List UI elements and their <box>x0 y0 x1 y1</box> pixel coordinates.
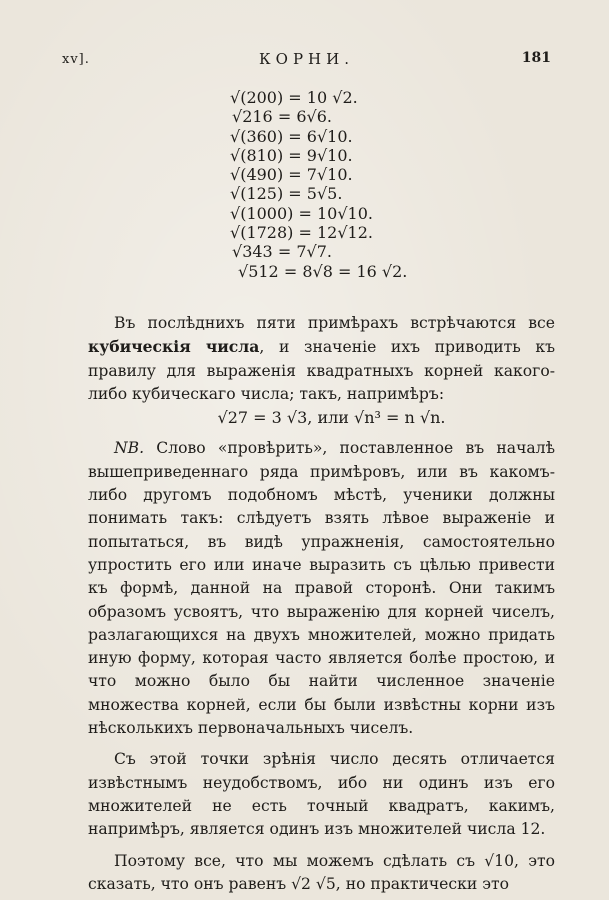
running-header <box>62 50 551 70</box>
body-text <box>88 312 555 896</box>
paragraph-text: Слово «провѣрить», поставленное въ началѣ вышеприведеннаго ряда примѣровъ, или въ какомъ-либо другомъ подобномъ мѣстѣ, ученики должны понимать такъ: слѣдуетъ взять лѣвое выраженіе и попытаться, въ видѣ упражненія, самостоятельно упростить его или иначе выразить съ цѣлью привести къ формѣ, данной на правой сторонѣ. Они такимъ образомъ усвоятъ, что выраженію для корней чиселъ, разлагающихся на двухъ множителей, можно придать иную форму, которая часто является болѣе простою, и что можно было бы найти численное значеніе множества корней, если бы были извѣстны корни изъ нѣсколькихъ первоначальныхъ чиселъ. <box>88 439 555 738</box>
formula-line: √512 = 8√8 = 16 √2. <box>238 261 408 281</box>
chapter-title: КОРНИ. <box>259 50 354 68</box>
bold-term: кубическія числа <box>88 337 260 357</box>
formula-line: √(360) = 6√10. <box>230 126 353 146</box>
formula-list <box>60 88 549 281</box>
formula-line: √(125) = 5√5. <box>230 184 343 204</box>
formula-line: √(810) = 9√10. <box>230 145 353 165</box>
formula-line: √343 = 7√7. <box>232 242 332 262</box>
formula-line: √(1000) = 10√10. <box>230 203 373 223</box>
paragraph-ten: Съ этой точки зрѣнія число десять отличается извѣстнымъ неудобствомъ, ибо ни одинъ изъ его множителей не есть точный квадратъ, какимъ, напримѣръ, является одинъ изъ множителей числа 12. <box>88 750 555 839</box>
nb-label: NB. <box>114 439 145 458</box>
paragraph-text: Въ послѣднихъ пяти примѣрахъ встрѣчаются все <box>114 314 555 332</box>
page-number: 181 <box>521 50 551 66</box>
paragraph-practical: Поэтому все, что мы можемъ сдѣлать съ √10, это сказать, что онъ равенъ √2 √5, но практически это <box>88 851 555 893</box>
formula-line: √(200) = 10 √2. <box>230 88 358 107</box>
cubic-root-equation: √27 = 3 √3, или √n³ = n √n. <box>217 408 446 428</box>
paragraph-text: , и значеніе ихъ приводить къ правилу для выраженія квадратныхъ корней какого-либо кубическаго числа; такъ, напримѣръ: <box>88 338 555 403</box>
section-marker: xv]. <box>62 52 90 67</box>
paragraph-note <box>88 437 555 740</box>
paragraph-cubic-numbers <box>88 312 555 406</box>
formula-line: √216 = 6√6. <box>232 107 332 127</box>
formula-line: √(490) = 7√10. <box>230 165 353 185</box>
formula-line: √(1728) = 12√12. <box>230 223 373 243</box>
